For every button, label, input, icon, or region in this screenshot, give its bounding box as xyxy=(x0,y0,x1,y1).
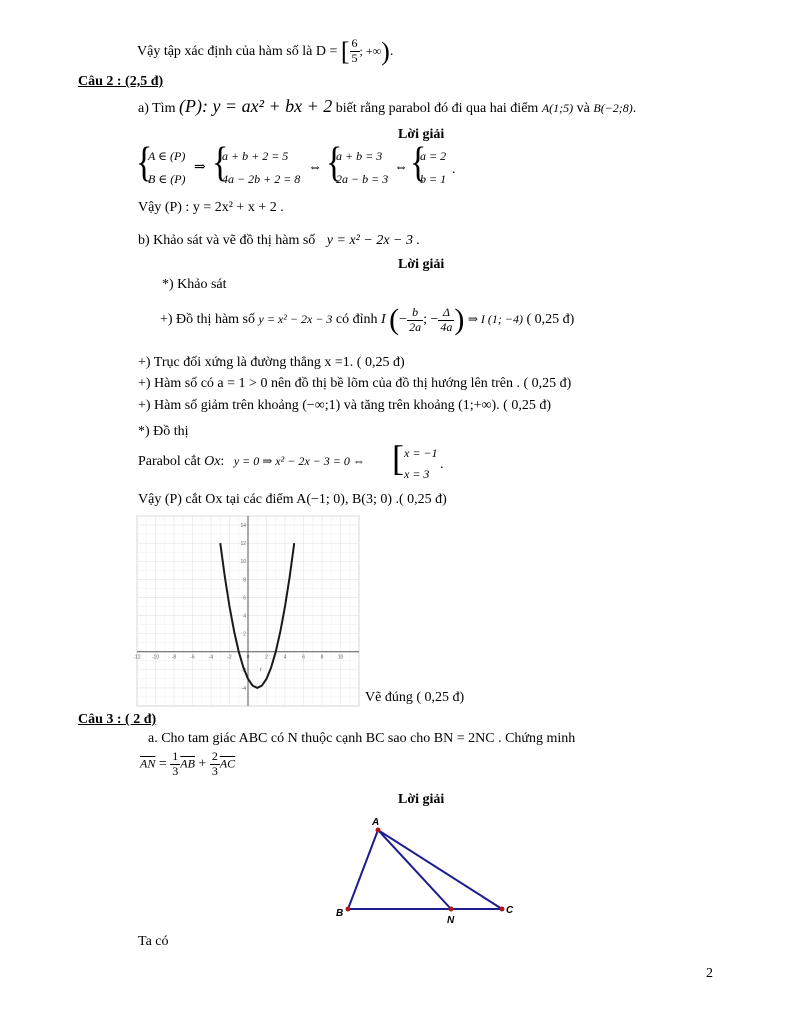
solution-heading-a: Lời giải xyxy=(398,127,445,142)
y-tick-label: 12 xyxy=(240,541,246,548)
label-B: B xyxy=(336,908,344,919)
parabol-formula: (P): y = ax² + bx + 2 xyxy=(178,96,333,116)
intersect-line: Parabol cắt Ox: y = 0 ⇒ x² − 2x − 3 = 0 ⇔ xyxy=(138,454,365,469)
y-tick-label: -2 xyxy=(241,667,246,674)
x-tick-label: -12 xyxy=(133,654,141,661)
label-N: N xyxy=(447,915,455,926)
x-tick-label: 0 xyxy=(246,654,250,661)
parabola-graph xyxy=(133,516,361,708)
y-tick-label: 6 xyxy=(243,595,246,602)
curve-label: f xyxy=(260,667,262,674)
point-N xyxy=(449,907,454,912)
y-tick-label: 14 xyxy=(240,523,246,530)
point-B xyxy=(346,907,351,912)
monotone-line: +) Hàm số giảm trên khoảng (−∞;1) và tăng trên khoảng (1;+∞). ( 0,25 đ) xyxy=(138,398,551,413)
y-tick-label: 8 xyxy=(243,577,246,584)
vector-formula: $\overline{AN}$ = $\frac{1}{3}$ $\overline{AB}$ + $\frac{2}{3}$ $\overline{AC}$ xyxy=(140,749,236,778)
x-tick-label: -8 xyxy=(171,654,177,661)
page-number: 2 xyxy=(706,966,713,981)
brace-4: { xyxy=(410,139,427,186)
x-tick-label: -6 xyxy=(190,654,195,661)
triangle-figure xyxy=(330,812,530,928)
cau2-part-b: b) Khảo sát và vẽ đồ thị hàm số y = x² − 2x − 3 . xyxy=(138,233,420,248)
cau2-title: Câu 2 : (2,5 đ) xyxy=(78,74,164,89)
conclusion-b: Vậy (P) cắt Ox tại các điểm A(−1; 0), B(3; 0) .( 0,25 đ) xyxy=(138,492,447,507)
domain-conclusion: Vậy tập xác định của hàm số là D = [ $\frac{6}{5}$ ; +∞). xyxy=(137,36,394,66)
point-A xyxy=(376,828,381,833)
x-tick-label: -10 xyxy=(151,654,160,661)
cau2-part-a: a) Tìm (P): y = ax² + bx + 2 biết rằng parabol đó đi qua hai điểm A(1;5) và B(−2;8). xyxy=(138,96,637,116)
brace-2: { xyxy=(212,139,229,186)
khao-sat-heading: *) Khảo sát xyxy=(162,277,227,292)
brace-1: { xyxy=(136,139,153,186)
x-tick-label: -4 xyxy=(208,654,214,661)
x-tick-label: -2 xyxy=(227,654,232,661)
y-tick-label: 4 xyxy=(243,613,246,620)
ta-co: Ta có xyxy=(138,934,169,949)
y-tick-label: 2 xyxy=(243,631,246,638)
label-C: C xyxy=(506,905,514,916)
y-tick-label: 10 xyxy=(240,559,246,566)
x-tick-label: 2 xyxy=(265,654,268,661)
x-tick-label: 6 xyxy=(302,654,305,661)
side-AB xyxy=(348,830,378,909)
x-tick-label: 10 xyxy=(337,654,344,661)
label-A: A xyxy=(372,817,380,828)
y-tick-label: -4 xyxy=(241,685,246,692)
cau3-problem: a. Cho tam giác ABC có N thuộc cạnh BC sao cho BN = 2NC . Chứng minh xyxy=(148,731,576,746)
brace-3: { xyxy=(326,139,343,186)
conclusion-a: Vậy (P) : y = 2x² + x + 2 . xyxy=(138,200,284,215)
do-thi-heading: *) Đồ thị xyxy=(138,424,189,439)
graph-score: Vẽ đúng ( 0,25 đ) xyxy=(365,690,465,705)
solution-heading-3: Lời giải xyxy=(398,792,445,807)
solution-heading-b: Lời giải xyxy=(398,257,445,272)
cau3-title: Câu 3 : ( 2 đ) xyxy=(78,712,157,727)
x-tick-label: 8 xyxy=(320,654,324,661)
vertex-line: +) Đồ thị hàm số y = x² − 2x − 3 có đỉnh I (− $\frac{b}{2a}$ ; − $\frac{\Delta}{4a}$ ) ⇒ I (1; −4) ( 0,25 đ) xyxy=(160,303,575,336)
axis-line: +) Trục đối xứng là đường thẳng x =1. ( 0,25 đ) xyxy=(138,355,405,370)
domain-bracket-open: [ xyxy=(340,37,350,66)
concave-line: +) Hàm số có a = 1 > 0 nên đồ thị bề lõm của đồ thị hướng lên trên . ( 0,25 đ) xyxy=(138,376,572,391)
domain-fraction: $\frac{6}{5}$ xyxy=(351,36,358,66)
x-tick-label: 4 xyxy=(283,654,287,661)
point-C xyxy=(500,907,505,912)
